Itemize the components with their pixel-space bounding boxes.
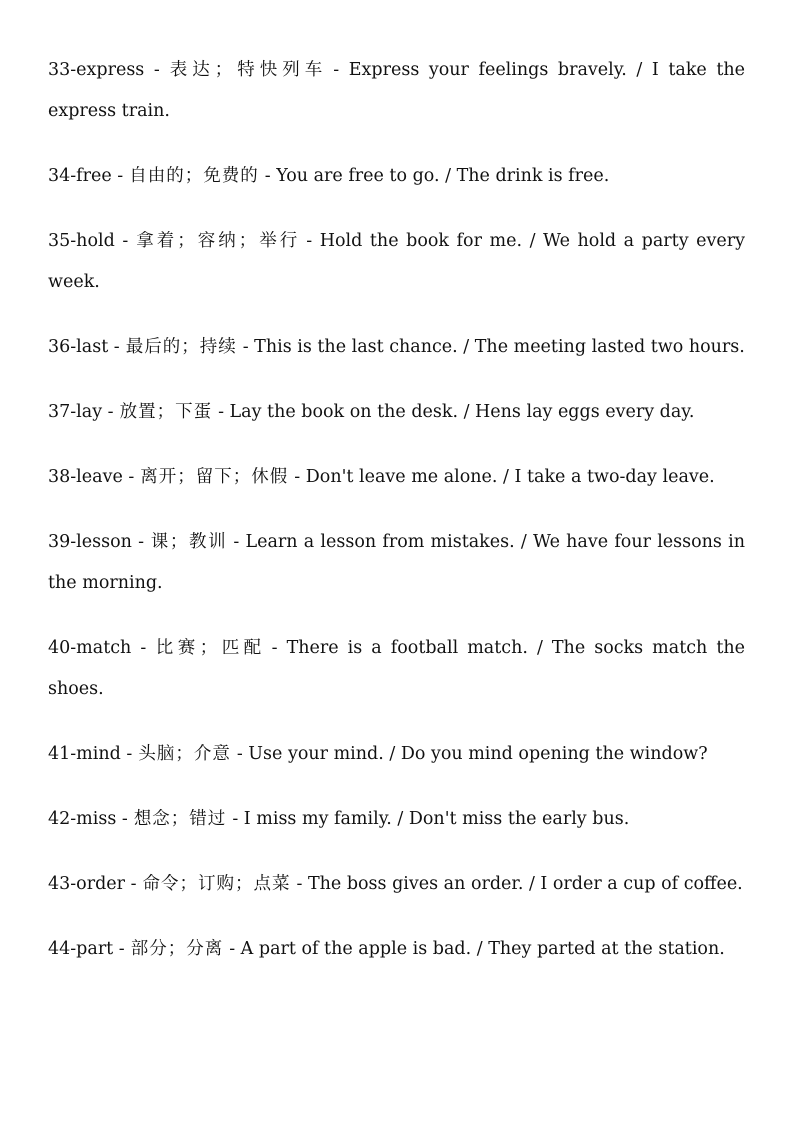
- entry-meaning: 最后的；持续: [125, 337, 237, 357]
- entry-example: - Don't leave me alone. / I take a two-day leave.: [294, 467, 715, 487]
- entry-term: 39-lesson -: [48, 532, 145, 552]
- vocab-entry-33: [48, 50, 745, 132]
- entry-meaning: 比赛；匹配: [152, 638, 266, 658]
- vocab-entry-37: [48, 392, 745, 433]
- vocab-entry-36: [48, 327, 745, 368]
- entry-meaning: 拿着；容纳；举行: [134, 231, 301, 251]
- entry-example: - There is a football match. / The socks match the shoes.: [48, 638, 746, 699]
- vocab-entry-39: [48, 522, 745, 604]
- entry-meaning: 离开；留下；休假: [140, 467, 289, 487]
- entry-example: - I miss my family. / Don't miss the early bus.: [232, 809, 630, 829]
- entry-meaning: 自由的；免费的: [129, 166, 259, 186]
- entry-example: - Learn a lesson from mistakes. / We have four lessons in the morning.: [48, 532, 745, 593]
- vocab-entry-40: [48, 628, 745, 710]
- vocab-entry-42: [48, 799, 745, 840]
- entry-term: 40-match -: [48, 638, 147, 658]
- entry-example: - Express your feelings bravely. / I take the express train.: [48, 60, 746, 121]
- entry-term: 35-hold -: [48, 231, 129, 251]
- entry-meaning: 课；教训: [150, 532, 228, 552]
- entry-term: 41-mind -: [48, 744, 133, 764]
- entry-term: 37-lay -: [48, 402, 114, 422]
- entry-meaning: 命令；订购；点菜: [142, 874, 291, 894]
- entry-meaning: 表达；特快列车: [165, 60, 328, 80]
- entry-example: - You are free to go. / The drink is free.: [264, 166, 610, 186]
- entry-example: - A part of the apple is bad. / They parted at the station.: [229, 939, 725, 959]
- entry-term: 36-last -: [48, 337, 120, 357]
- entry-example: - Hold the book for me. / We hold a party every week.: [48, 231, 746, 292]
- entry-term: 42-miss -: [48, 809, 128, 829]
- entry-meaning: 放置；下蛋: [119, 402, 213, 422]
- entry-term: 43-order -: [48, 874, 137, 894]
- entry-term: 44-part -: [48, 939, 125, 959]
- entry-meaning: 头脑；介意: [138, 744, 231, 764]
- vocab-entry-44: [48, 929, 745, 970]
- entry-term: 33-express -: [48, 60, 160, 80]
- vocab-entry-34: [48, 156, 745, 197]
- vocab-entry-35: [48, 221, 745, 303]
- entry-term: 34-free -: [48, 166, 124, 186]
- entry-example: - The boss gives an order. / I order a cup of coffee.: [296, 874, 743, 894]
- entry-term: 38-leave -: [48, 467, 135, 487]
- vocabulary-list: [48, 50, 745, 970]
- entry-example: - Use your mind. / Do you mind opening the window?: [236, 744, 708, 764]
- entry-example: - Lay the book on the desk. / Hens lay eggs every day.: [218, 402, 695, 422]
- vocab-entry-41: [48, 734, 745, 775]
- entry-meaning: 想念；错过: [133, 809, 227, 829]
- vocab-entry-43: [48, 864, 745, 905]
- entry-example: - This is the last chance. / The meeting lasted two hours.: [242, 337, 745, 357]
- entry-meaning: 部分；分离: [130, 939, 224, 959]
- vocab-entry-38: [48, 457, 745, 498]
